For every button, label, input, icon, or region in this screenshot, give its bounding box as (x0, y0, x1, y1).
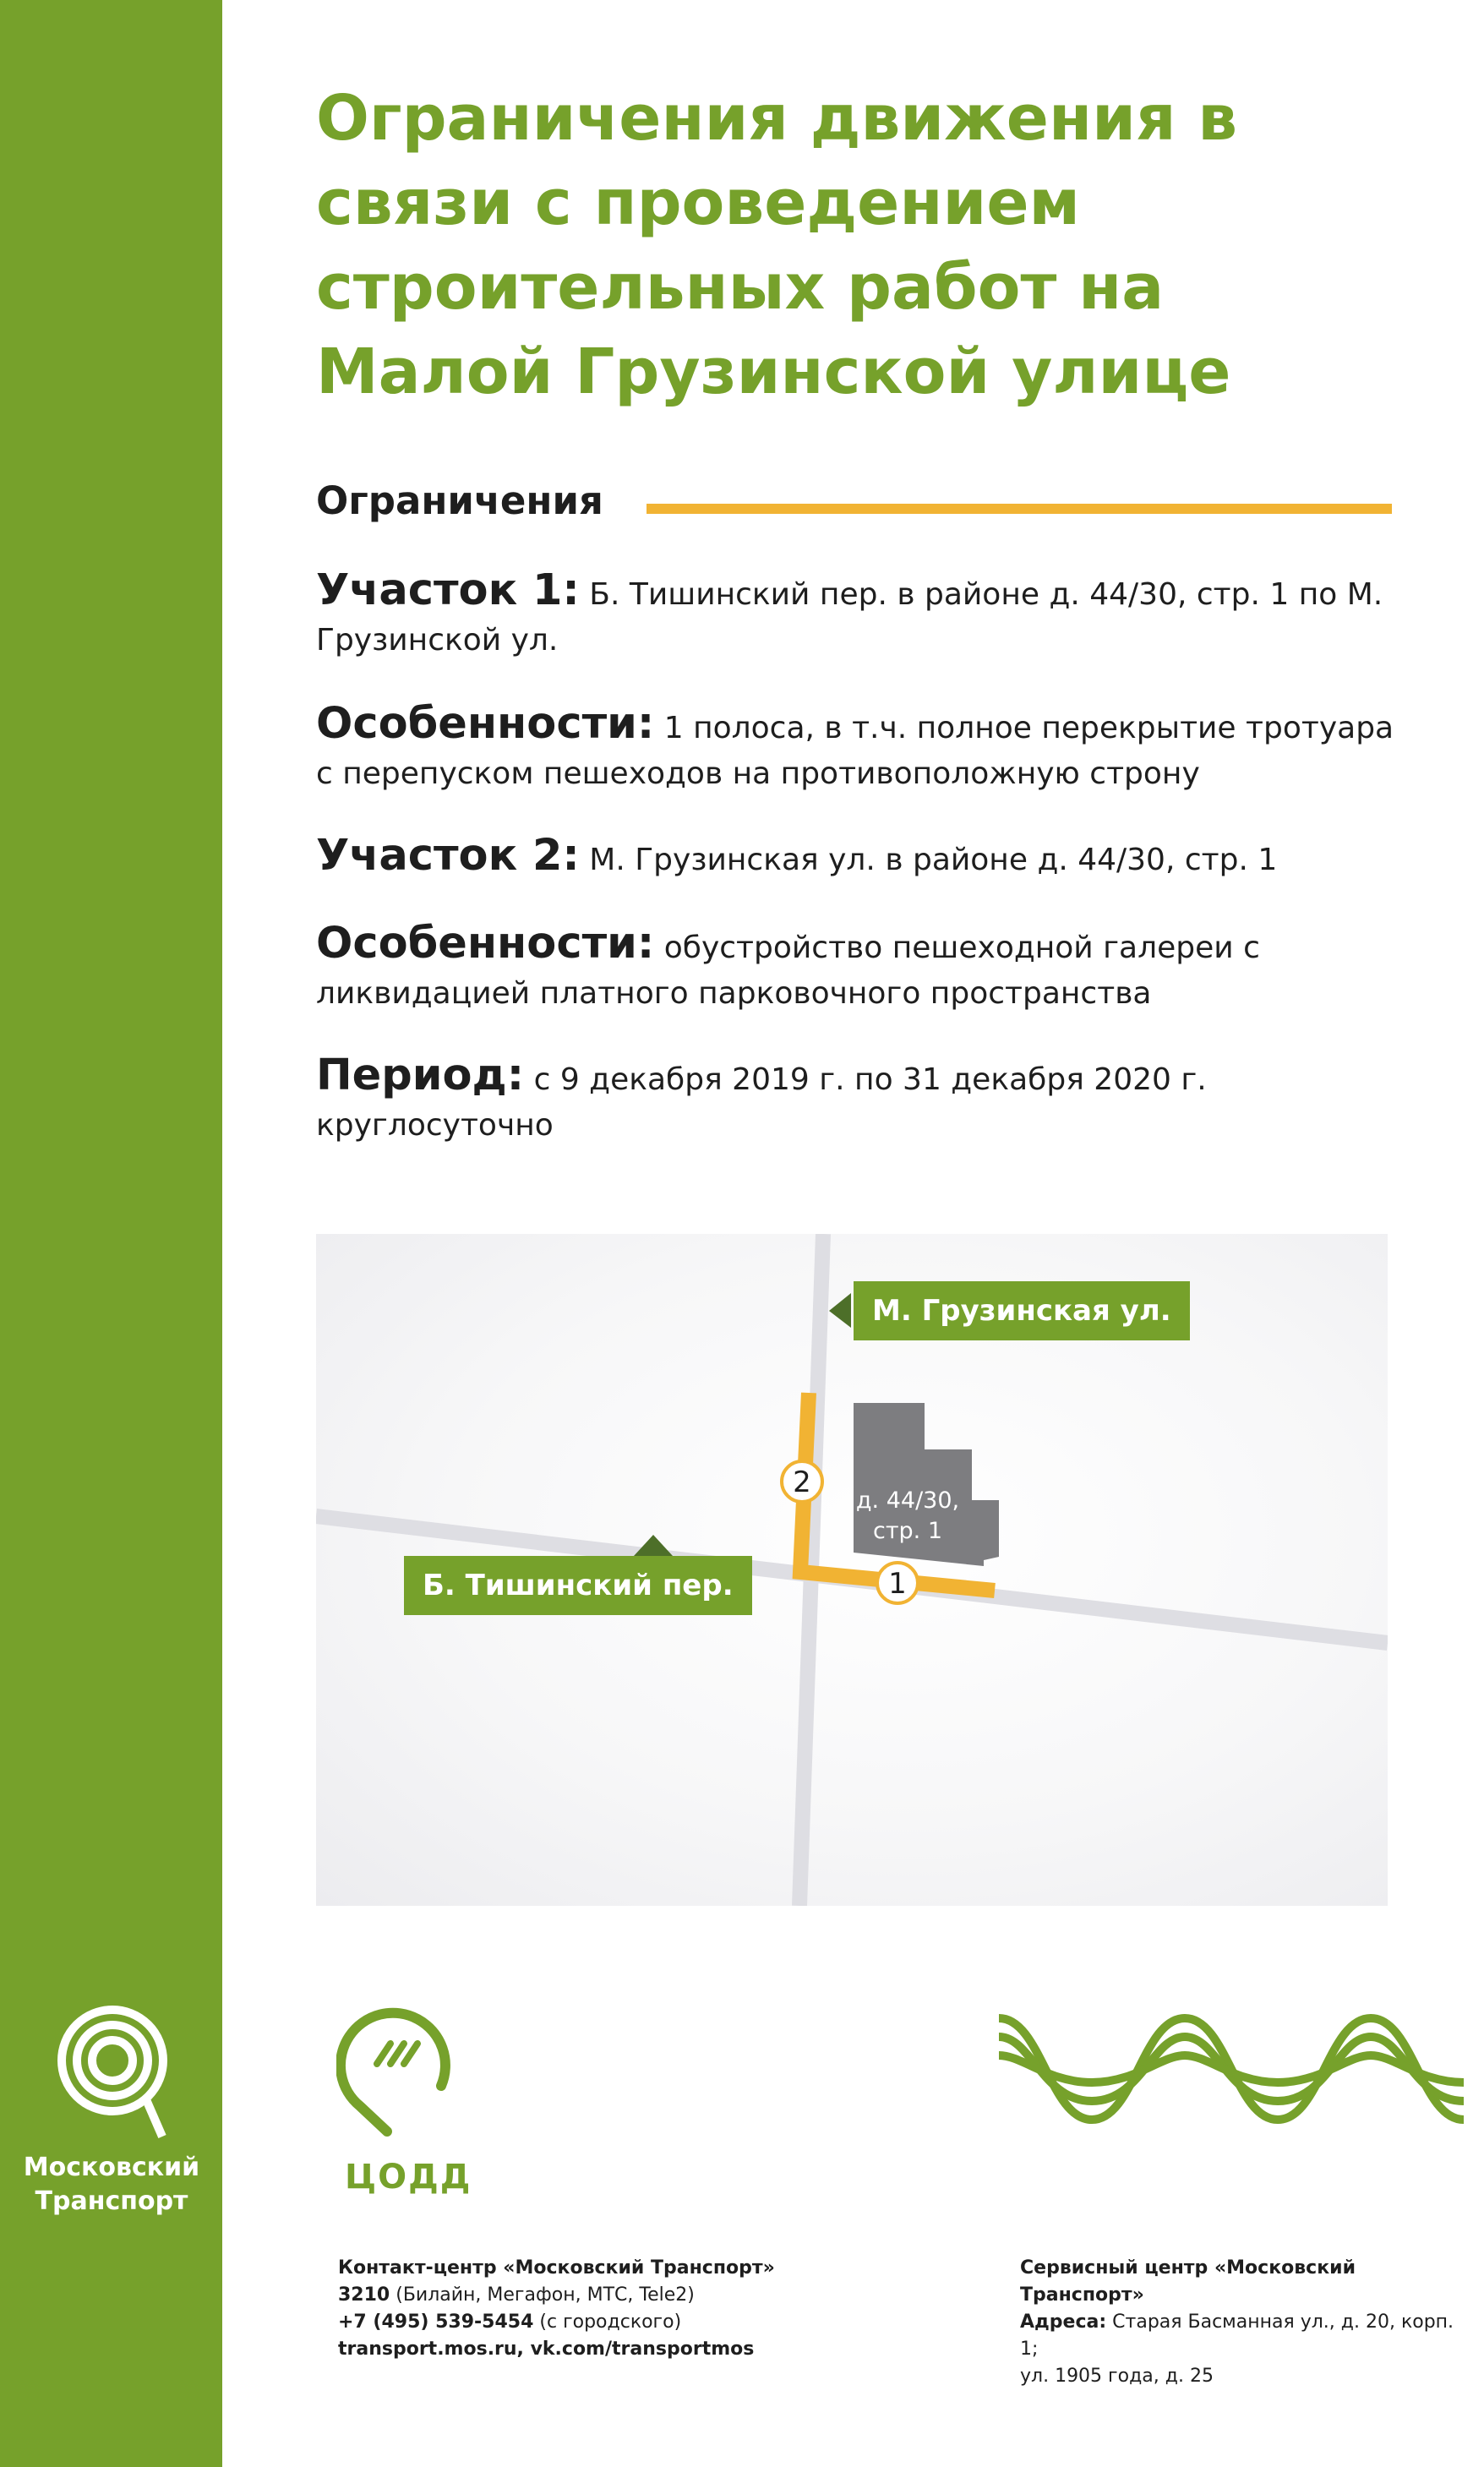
item-label: Особенности: (316, 699, 655, 749)
restriction-feature-2 (316, 921, 1406, 1017)
building-label-line-1: д. 44/30, (855, 1487, 960, 1514)
item-text: с 9 декабря 2019 г. по 31 декабря 2020 г. круглосуточно (316, 1062, 1207, 1143)
item-text: обустройство пешеходной галереи с ликвидацией платного парковочного пространства (316, 931, 1260, 1011)
page-title (316, 76, 1415, 414)
phone-number: +7 (495) 539-5454 (338, 2311, 534, 2333)
restriction-section-1 (316, 565, 1406, 663)
codd-logo-icon (336, 2005, 456, 2148)
phone-note: (с городского) (539, 2311, 682, 2333)
section-heading: Ограничения (316, 478, 603, 523)
marker-1-number: 1 (888, 1567, 907, 1601)
location-map (316, 1234, 1388, 1906)
restriction-period (316, 1053, 1406, 1149)
moscow-transport-logo-icon (52, 2005, 172, 2140)
label-pointer-vertical (829, 1293, 851, 1328)
short-number: 3210 (338, 2284, 390, 2306)
address-line-2: ул. 1905 года, д. 25 (1020, 2366, 1214, 2387)
contact-center-heading-text: Контакт-центр «Московский Транспорт» (338, 2257, 775, 2279)
moscow-transport-name (19, 2151, 205, 2219)
title-line-1: Ограничения движения в (316, 82, 1238, 155)
wave-ornament-icon (999, 2010, 1484, 2128)
service-center-heading (1020, 2255, 1476, 2309)
item-text: 1 полоса, в т.ч. полное перекрытие тротуара с перепуском пешеходов на противоположную строну (316, 711, 1394, 791)
brand-name-line-1: Московский (23, 2153, 200, 2182)
links-line (338, 2336, 811, 2363)
address-text-1: Старая Басманная ул., д. 20, корп. 1; (1020, 2311, 1454, 2360)
building-label-line-2: стр. 1 (872, 1518, 943, 1544)
brand-name-line-2: Транспорт (35, 2186, 188, 2216)
title-line-2: связи с проведением (316, 166, 1081, 239)
contact-center-heading (338, 2255, 811, 2282)
item-label: Участок 2: (316, 831, 580, 881)
restriction-section-2 (316, 833, 1406, 883)
title-line-3: строительных работ на (316, 251, 1165, 324)
short-number-line (338, 2282, 811, 2309)
codd-label: ЦОДД (345, 2158, 472, 2197)
street-label-b-tishinsky: Б. Тишинский пер. (404, 1556, 752, 1615)
service-center-heading-text: Сервисный центр «Московский Транспорт» (1020, 2257, 1356, 2306)
item-text: М. Грузинская ул. в районе д. 44/30, стр. 1 (589, 843, 1278, 877)
address-line-1 (1020, 2309, 1476, 2363)
short-number-note: (Билайн, Мегафон, МТС, Tele2) (396, 2284, 695, 2306)
phone-line (338, 2309, 811, 2336)
service-center-block (1020, 2255, 1476, 2390)
restriction-feature-1 (316, 701, 1406, 797)
contact-center-block (338, 2255, 811, 2363)
item-text: Б. Тишинский пер. в районе д. 44/30, стр. 1 по М. Грузинской ул. (316, 577, 1383, 658)
building-label (840, 1486, 975, 1547)
title-line-4: Малой Грузинской улице (316, 336, 1231, 408)
contact-links[interactable]: transport.mos.ru, vk.com/transportmos (338, 2339, 755, 2360)
marker-2-number: 2 (793, 1465, 811, 1499)
item-label: Участок 1: (316, 565, 580, 615)
address-label: Адреса: (1020, 2311, 1107, 2333)
item-label: Особенности: (316, 919, 655, 969)
section-divider (647, 504, 1392, 514)
street-label-malaya-gruzinskaya: М. Грузинская ул. (854, 1281, 1190, 1340)
label-pointer-horizontal (634, 1535, 673, 1556)
item-label: Период: (316, 1051, 525, 1100)
